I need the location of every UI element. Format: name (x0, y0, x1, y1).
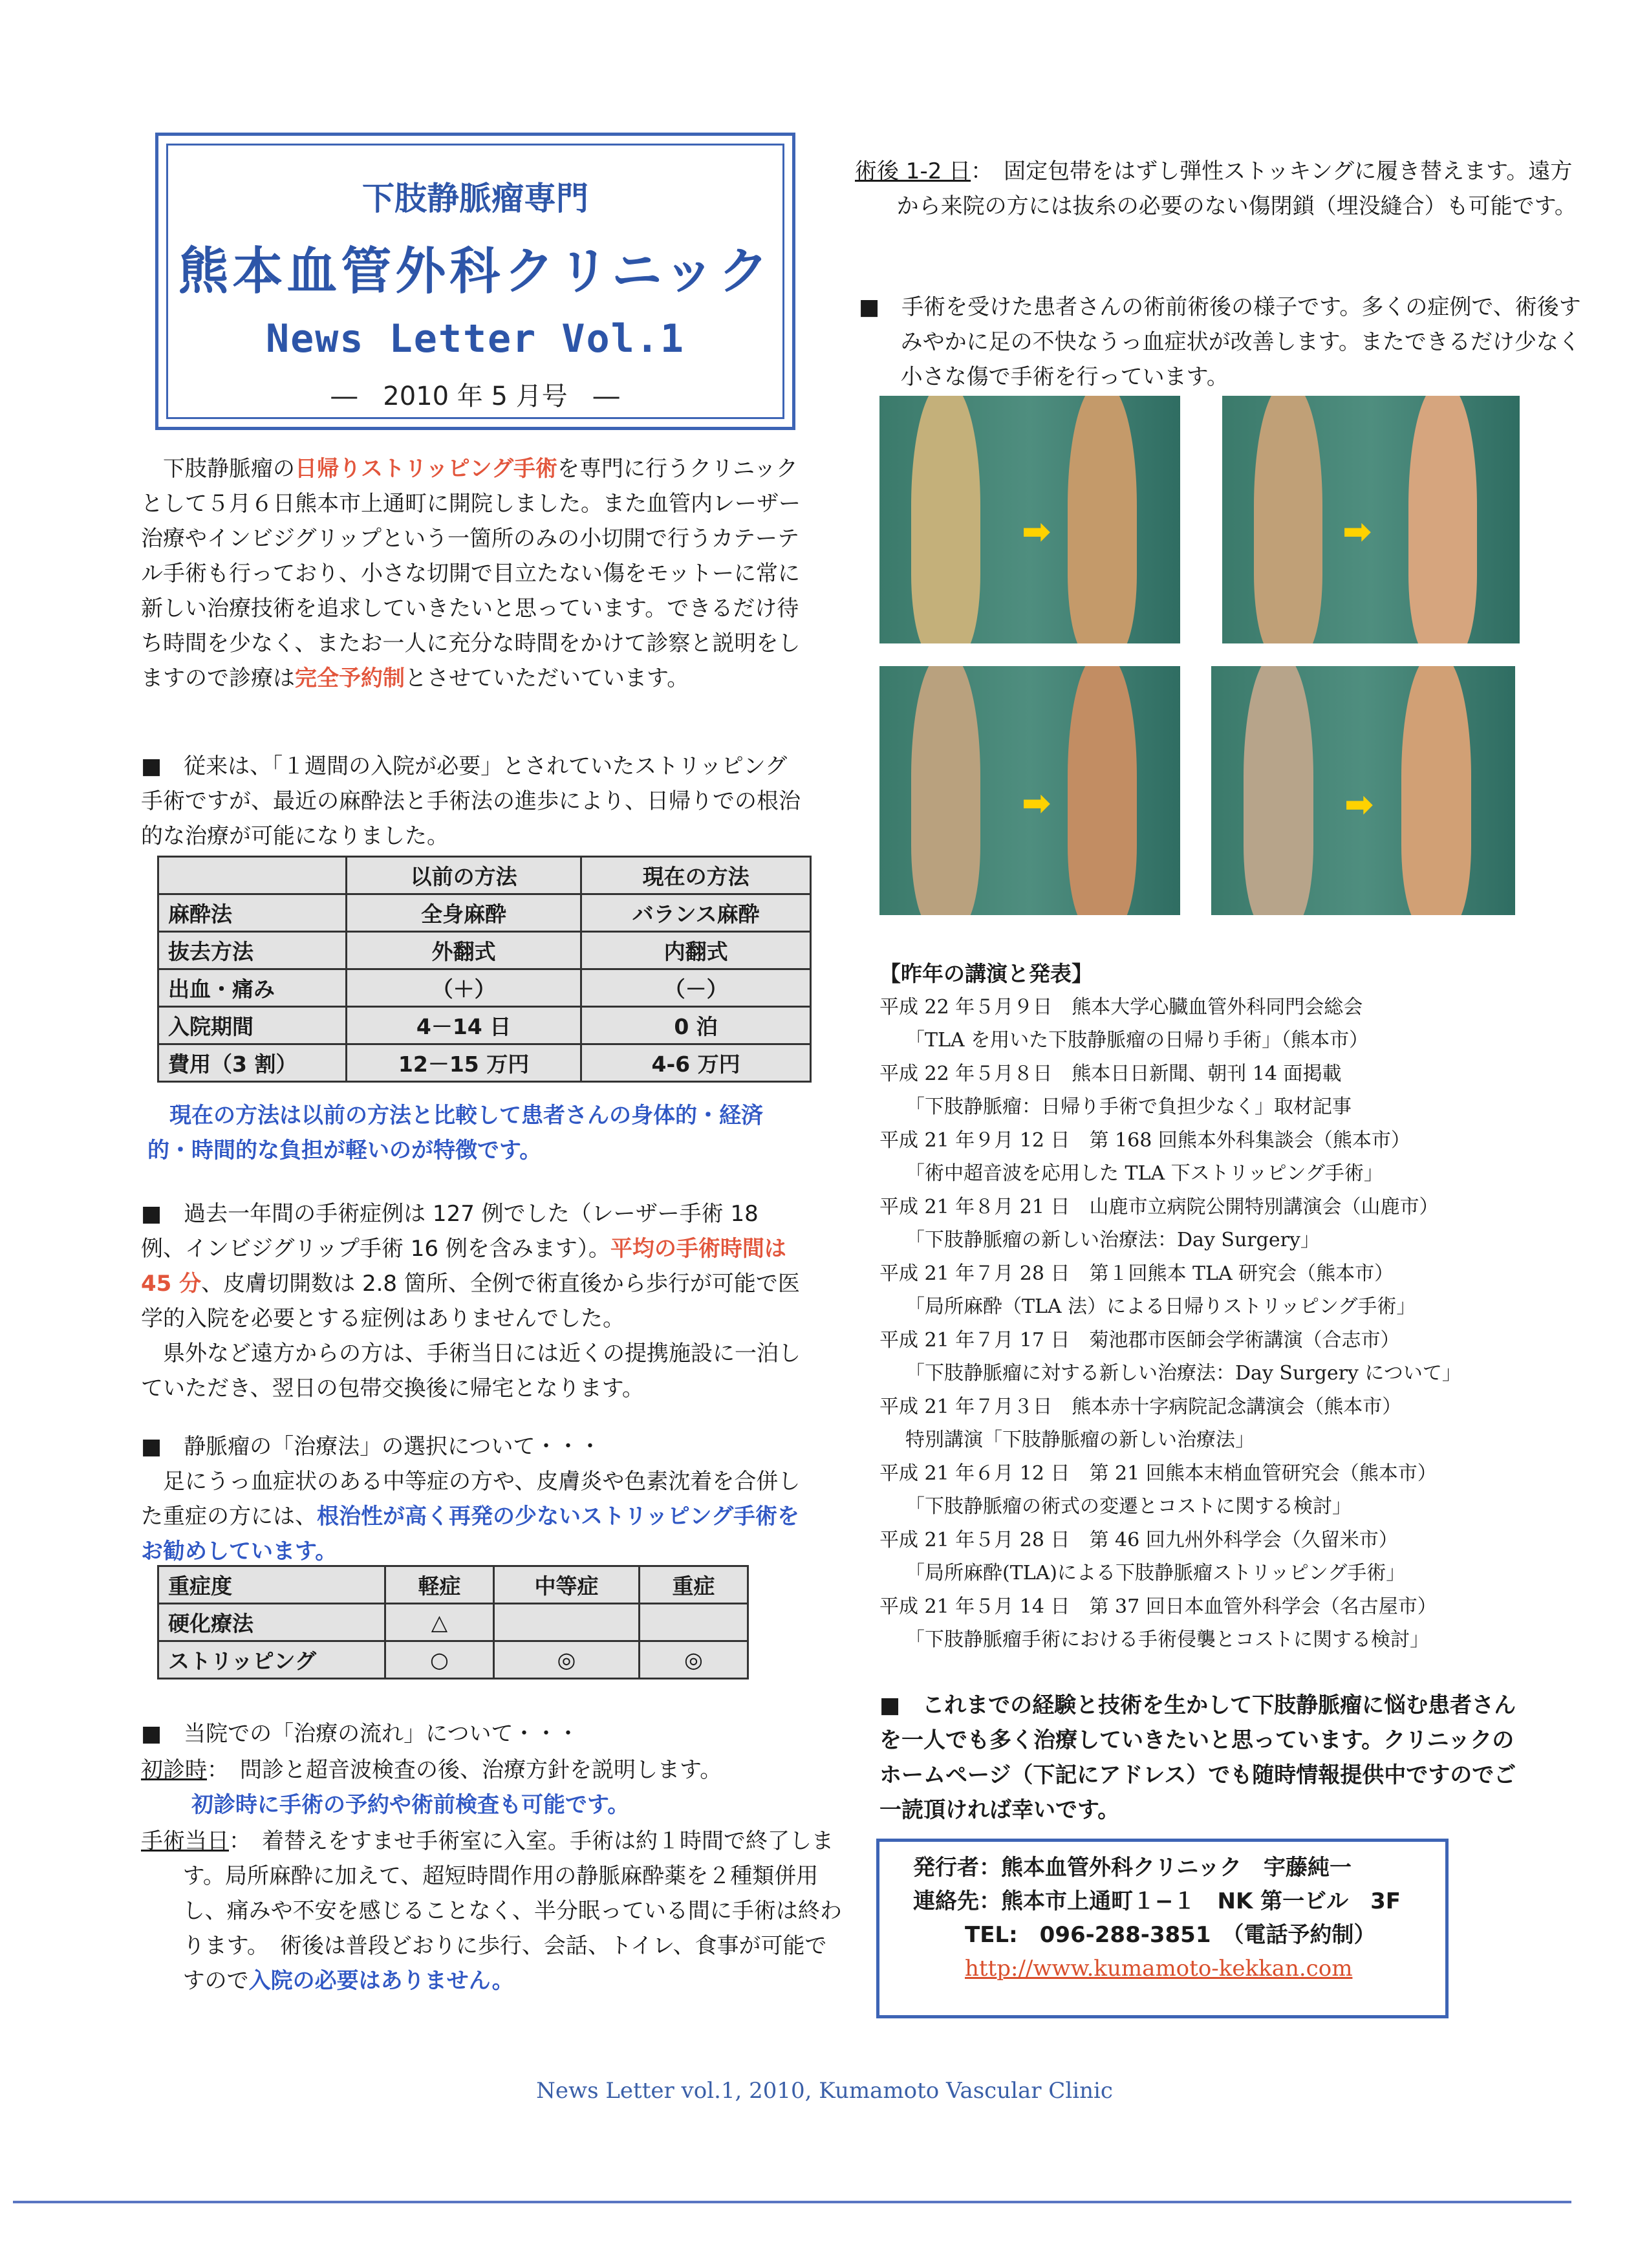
lecture-date: 平成 21 年７月３日 熊本赤十字病院記念講演会（熊本市） (879, 1395, 1402, 1418)
after-half (1036, 666, 1180, 915)
leg-image (1408, 396, 1477, 643)
lecture-title: 「局所麻酔（TLA 法）による日帰りストリッピング手術」 (905, 1295, 1416, 1318)
post-op-text: ： 固定包帯をはずし弾性ストッキングに履き替えます。遠方から来院の方には抜糸の必要のない傷閉鎖（埋没縫合）も可能です。 (896, 158, 1577, 219)
table-row (158, 894, 811, 932)
table-header-cell: 以前の方法 (347, 857, 581, 894)
table-cell: ◎ (493, 1641, 639, 1679)
table-cell: ストリッピング (158, 1641, 385, 1679)
results-paragraph (141, 1196, 801, 1336)
publisher-box (876, 1839, 1449, 2018)
table-cell: 12－15 万円 (347, 1044, 581, 1082)
lecture-date: 平成 22 年５月８日 熊本日日新聞、朝刊 14 面掲載 (879, 1062, 1342, 1085)
after-half (1369, 666, 1515, 915)
lecture-title: 「下肢静脈瘤の術式の変遷とコストに関する検討」 (905, 1495, 1352, 1518)
footer-divider (13, 2201, 1571, 2203)
table-header-cell: 中等症 (493, 1566, 639, 1604)
treatment-heading: ■ 静脈瘤の「治療法」の選択について・・・ (141, 1434, 601, 1460)
results-text-1: ■ 過去一年間の手術症例は 127 例でした（レーザー手術 18 例、インビジグリップ手術 16 例を含みます）。 (141, 1201, 759, 1262)
post-op-label: 術後 1-2 日 (855, 158, 971, 184)
newsletter-volume: News Letter Vol.1 (265, 316, 685, 362)
leg-image (1401, 666, 1471, 915)
lecture-title: 「下肢静脈瘤に対する新しい治療法：Day Surgery について」 (905, 1362, 1461, 1385)
table-header-cell: 軽症 (385, 1566, 494, 1604)
table-cell: 4－14 日 (347, 1007, 581, 1044)
lecture-date: 平成 21 年７月 17 日 菊池郡市医師会学術講演（合志市） (879, 1328, 1400, 1352)
issue-date: ― 2010 年 5 月号 ― (331, 382, 620, 411)
leg-image (911, 666, 980, 915)
leg-image (1068, 396, 1137, 643)
treatment-highlight: 根治性が高く再発の少ないストリッピング手術をお勧めしています。 (141, 1504, 799, 1564)
lecture-title: 特別講演「下肢静脈瘤の新しい治療法」 (905, 1429, 1255, 1451)
first-visit-note: 初診時に手術の予約や術前検査も可能です。 (191, 1792, 630, 1818)
lectures-list (879, 957, 1565, 1657)
results-highlight-time: 平均の手術時間は 45 分 (141, 1236, 786, 1297)
photos-description: ■ 手術を受けた患者さんの術前術後の様子です。多くの症例で、術後すみやかに足の不快なうっ血症状が改善します。またできるだけ少なく小さな傷で手術を行っています。 (859, 294, 1581, 390)
comparison-note: 現在の方法は以前の方法と比較して患者さんの身体的・経済的・時間的な負担が軽いのが特徴です。 (147, 1103, 763, 1163)
leg-image (1068, 666, 1137, 915)
severity-table (157, 1565, 749, 1679)
table-header-cell: 現在の方法 (581, 857, 811, 894)
table-row (158, 1007, 811, 1044)
lecture-title: 「下肢静脈瘤手術における手術侵襲とコストに関する検討」 (905, 1628, 1429, 1651)
lecture-title: 「TLA を用いた下肢静脈瘤の日帰り手術」（熊本市） (905, 1029, 1369, 1052)
leg-image (1254, 396, 1322, 643)
masthead (155, 133, 795, 430)
first-visit-label: 初診時 (141, 1757, 207, 1783)
before-after-photo (879, 666, 1180, 915)
table-cell: 硬化療法 (158, 1604, 385, 1641)
table-cell: 4-6 万円 (581, 1044, 811, 1082)
table-cell (640, 1604, 748, 1641)
table-cell: 出血・痛み (158, 969, 347, 1007)
closing-paragraph: ■ これまでの経験と技術を生かして下肢静脈瘤に悩む患者さんを一人でも多く治療していきたいと思っています。クリニックのホームページ（下記にアドレス）でも随時情報提供中ですのでご一読頂ければ幸いです。 (879, 1692, 1516, 1823)
before-after-photo (1211, 666, 1515, 915)
lecture-date: 平成 21 年５月 14 日 第 37 回日本血管外科学会（名古屋市） (879, 1595, 1437, 1618)
table-cell: 内翻式 (581, 932, 811, 969)
surgery-day-note: 入院の必要はありません。 (248, 1968, 514, 1994)
before-after-photo (1222, 396, 1520, 643)
before-after-photo (879, 396, 1180, 643)
table-header-row (158, 1566, 748, 1604)
table-cell: 費用（3 割） (158, 1044, 347, 1082)
table-cell: （－） (581, 969, 811, 1007)
table-cell: （＋） (347, 969, 581, 1007)
table-row (158, 969, 811, 1007)
arrow-right-icon: ➡ (1344, 784, 1374, 825)
lecture-title: 「術中超音波を応用した TLA 下ストリッピング手術」 (905, 1162, 1383, 1185)
table-cell: 0 泊 (581, 1007, 811, 1044)
treatment-paragraph (141, 1464, 801, 1569)
lecture-date: 平成 21 年９月 12 日 第 168 回熊本外科集談会（熊本市） (879, 1129, 1410, 1152)
intro-highlight-day-surgery: 日帰りストリッピング手術 (295, 456, 557, 482)
lecture-date: 平成 21 年５月 28 日 第 46 回九州外科学会（久留米市） (879, 1528, 1398, 1551)
masthead-inner-frame (166, 144, 784, 419)
before-half (879, 666, 1024, 915)
homepage-link[interactable]: http://www.kumamoto-kekkan.com (965, 1956, 1353, 1982)
table-cell: バランス麻酔 (581, 894, 811, 932)
table-header-cell: 重症度 (158, 1566, 385, 1604)
first-visit-text: ： 問診と超音波検査の後、治療方針を説明します。 (207, 1757, 722, 1783)
flow-heading: ■ 当院での「治療の流れ」について・・・ (141, 1721, 579, 1747)
table-header-cell (158, 857, 347, 894)
treatment-text: 足にうっ血症状のある中等症の方や、皮膚炎や色素沈着を合併した重症の方には、 (141, 1469, 801, 1529)
results-paragraph-2: 県外など遠方からの方は、手術当日には近くの提携施設に一泊していただき、翌日の包帯交換後に帰宅となります。 (141, 1341, 801, 1401)
table-row (158, 932, 811, 969)
before-half (1211, 666, 1357, 915)
surgery-day-label: 手術当日 (141, 1828, 229, 1854)
table-cell: 外翻式 (347, 932, 581, 969)
leg-image (1244, 666, 1313, 915)
intro-paragraph (141, 451, 801, 696)
table-cell: 入院期間 (158, 1007, 347, 1044)
table-cell: ◎ (640, 1641, 748, 1679)
lecture-title: 「下肢静脈瘤：日帰り手術で負担少なく」取材記事 (905, 1096, 1352, 1118)
publisher-issuer: 発行者：熊本血管外科クリニック 宇藤純一 (913, 1855, 1352, 1881)
table-header-row (158, 857, 811, 894)
arrow-right-icon: ➡ (1022, 783, 1051, 823)
publisher-contact: 連絡先：熊本市上通町１−１ NK 第一ビル 3F (913, 1888, 1401, 1914)
leg-image (911, 396, 980, 643)
clinic-title: 熊本血管外科クリニック (178, 243, 773, 301)
intro-text-2: を専門に行うクリニックとして５月６日熊本市上通町に開院しました。また血管内レーザー治療やインビジグリップという一箇所のみの小切開で行うカテーテル手術も行っており、小さな切開で目立たない傷をモットーに常に新しい治療技術を追求していきたいと思っています。できるだけ待ち時間を少なく、またお一人に充分な時間をかけて診察と説明をしますので診療は (141, 456, 801, 691)
lecture-date: 平成 21 年７月 28 日 第１回熊本 TLA 研究会（熊本市） (879, 1262, 1394, 1285)
surgery-day-text: ： 着替えをすませ手術室に入室。手術は約１時間で終了します。局所麻酔に加えて、超短時間作用の静脈麻酔薬を２種類併用し、痛みや不安を感じることなく、半分眠っている間に手術は終わります。 術後は普段どおりに歩行、会話、トイレ、食事が可能ですので (182, 1828, 842, 1994)
lecture-date: 平成 22 年５月９日 熊本大学心臓血管外科同門会総会 (879, 995, 1363, 1019)
lecture-date: 平成 21 年８月 21 日 山鹿市立病院公開特別講演会（山鹿市） (879, 1195, 1439, 1218)
lectures-heading: 【昨年の講演と発表】 (879, 961, 1093, 986)
table-row (158, 1641, 748, 1679)
flow-surgery-day (141, 1824, 843, 1998)
flow-first-visit (141, 1753, 801, 1787)
publisher-tel: TEL: 096-288-3851 （電話予約制） (965, 1922, 1376, 1948)
table-cell: 抜去方法 (158, 932, 347, 969)
footer-text: News Letter vol.1, 2010, Kumamoto Vascular Clinic (536, 2078, 1113, 2104)
comparison-table (157, 856, 812, 1083)
arrow-right-icon: ➡ (1022, 511, 1051, 552)
flow-post-op (855, 154, 1582, 224)
after-half (1377, 396, 1520, 643)
masthead-subtitle: 下肢静脈瘤専門 (362, 180, 588, 217)
table-row (158, 1604, 748, 1641)
table-cell: 全身麻酔 (347, 894, 581, 932)
before-half (879, 396, 1024, 643)
table-cell: △ (385, 1604, 494, 1641)
arrow-right-icon: ➡ (1342, 511, 1372, 552)
intro-highlight-reservation: 完全予約制 (295, 665, 405, 691)
table-row (158, 1044, 811, 1082)
lecture-title: 「局所麻酔(TLA)による下肢静脈瘤ストリッピング手術」 (905, 1562, 1406, 1584)
after-half (1036, 396, 1180, 643)
conventional-paragraph: ■ 従来は、「１週間の入院が必要」とされていたストリッピング手術ですが、最近の麻酔法と手術法の進歩により、日帰りでの根治的な治療が可能になりました。 (141, 753, 801, 849)
table-cell: 麻酔法 (158, 894, 347, 932)
table-cell: ○ (385, 1641, 494, 1679)
intro-text-1: 下肢静脈瘤の (163, 456, 295, 482)
table-cell (493, 1604, 639, 1641)
table-header-cell: 重症 (640, 1566, 748, 1604)
intro-text-3: とさせていただいています。 (405, 665, 689, 691)
lecture-title: 「下肢静脈瘤の新しい治療法：Day Surgery」 (905, 1229, 1320, 1251)
lecture-date: 平成 21 年６月 12 日 第 21 回熊本末梢血管研究会（熊本市） (879, 1462, 1437, 1485)
results-text-2: 、皮膚切開数は 2.8 箇所、全例で術直後から歩行が可能で医学的入院を必要とする症例はありませんでした。 (141, 1271, 800, 1332)
